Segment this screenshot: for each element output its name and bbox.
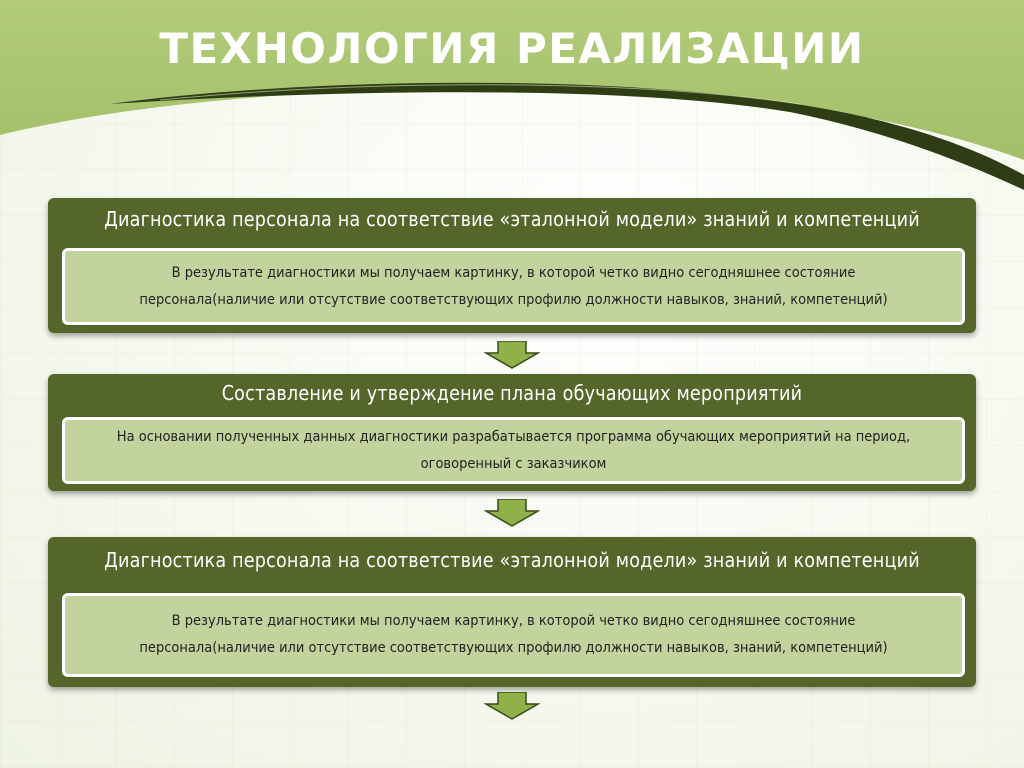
step-2-card [48, 374, 976, 491]
down-arrow-icon [484, 692, 540, 720]
step-1-heading: Диагностика персонала на соответствие «эталонной модели» знаний и компетенций [104, 207, 920, 231]
step-1-card [48, 198, 976, 333]
step-3-description: В результате диагностики мы получаем картинку, в которой четко видно сегодняшнее состояние персонала(наличие или отсутствие соответствующих профилю должности навыков, знаний, компетенций) [139, 613, 888, 656]
step-2-heading: Составление и утверждение плана обучающих мероприятий [221, 381, 803, 405]
step-3-heading: Диагностика персонала на соответствие «эталонной модели» знаний и компетенций [104, 548, 920, 572]
step-2-description-box [62, 417, 965, 484]
step-3-description-box [62, 593, 965, 677]
step-1-description-box [62, 248, 965, 325]
step-2-description: На основании полученных данных диагностики разрабатывается программа обучающих мероприятий на период, оговоренный с заказчиком [116, 428, 911, 472]
page-title: ТЕХНОЛОГИЯ РЕАЛИЗАЦИИ [159, 24, 865, 73]
down-arrow-icon [484, 341, 540, 369]
step-1-description: В результате диагностики мы получаем картинку, в которой четко видно сегодняшнее состояние персонала(наличие или отсутствие соответствующих профилю должности навыков, знаний, компетенций) [139, 264, 888, 308]
down-arrow-icon [484, 499, 540, 527]
step-3-card [48, 537, 976, 687]
